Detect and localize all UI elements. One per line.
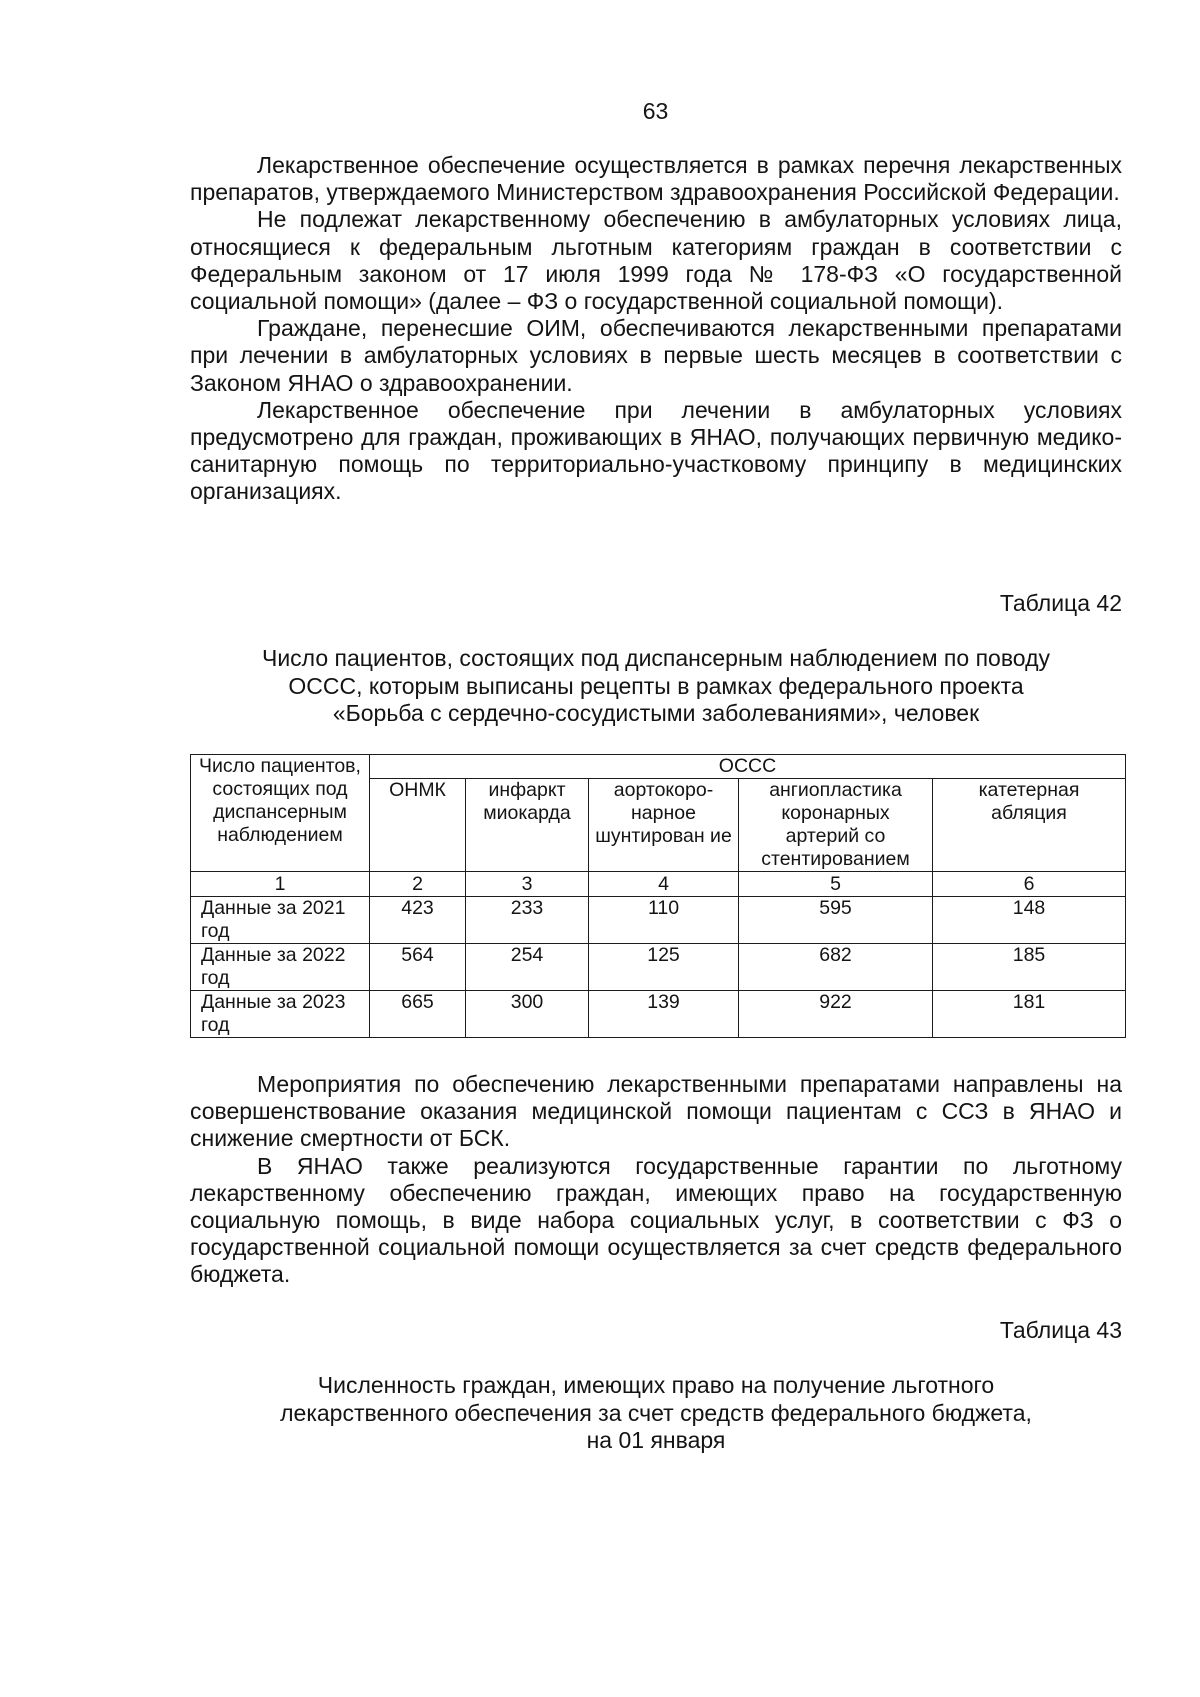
caption-line: Численность граждан, имеющих право на получение льготного <box>317 1372 995 1398</box>
paragraph: Граждане, перенесшие ОИМ, обеспечиваются лекарственными препаратами при лечении в амбулаторных условиях в первые шесть месяцев в соответствии с Законом ЯНАО о здравоохранении. <box>190 315 1122 396</box>
table-cell: 148 <box>933 897 1126 944</box>
column-number: 6 <box>933 872 1126 897</box>
table-cell: 233 <box>466 897 589 944</box>
paragraph: Лекарственное обеспечение осуществляется в рамках перечня лекарственных препаратов, утверждаемого Министерством здравоохранения Российской Федерации. <box>190 152 1122 206</box>
table-42-caption <box>190 645 1122 728</box>
column-header: аортокоро-нарное шунтирован ие <box>589 779 739 872</box>
column-number-row <box>191 872 1126 897</box>
table-43-label: Таблица 43 <box>999 1317 1122 1343</box>
table-cell: 564 <box>370 944 466 991</box>
paragraph: Мероприятия по обеспечению лекарственными препаратами направлены на совершенствование оказания медицинской помощи пациентам с ССЗ в ЯНАО и снижение смертности от БСК. <box>190 1071 1122 1152</box>
table-row <box>191 897 1126 944</box>
table-cell: 125 <box>589 944 739 991</box>
paragraph: Лекарственное обеспечение при лечении в амбулаторных условиях предусмотрено для граждан, проживающих в ЯНАО, получающих первичную медико-санитарную помощь по территориально-участковому принципу в медицинских организациях. <box>190 396 1122 505</box>
table-cell: 110 <box>589 897 739 944</box>
column-number: 3 <box>466 872 589 897</box>
column-header: ангиопластика коронарных артерий со стентированием <box>739 779 933 872</box>
table-cell: 682 <box>739 944 933 991</box>
column-number: 2 <box>370 872 466 897</box>
column-number: 4 <box>589 872 739 897</box>
page-number: 63 <box>642 98 669 124</box>
table-cell: 595 <box>739 897 933 944</box>
paragraph: В ЯНАО также реализуются государственные гарантии по льготному лекарственному обеспечению граждан, имеющих право на государственную социальную помощь, в виде набора социальных услуг, в соответствии с ФЗ о государственной социальной помощи осуществляется за счет средств федерального бюджета. <box>190 1152 1122 1288</box>
table-row <box>191 991 1126 1038</box>
body-text-bottom <box>190 1071 1122 1289</box>
caption-line: ОССС, которым выписаны рецепты в рамках федерального проекта <box>288 672 1024 699</box>
table-42 <box>190 754 1126 1038</box>
table-cell: 139 <box>589 991 739 1038</box>
table-cell: 922 <box>739 991 933 1038</box>
table-42-label: Таблица 42 <box>999 590 1122 616</box>
table-row <box>191 944 1126 991</box>
table-cell: 300 <box>466 991 589 1038</box>
row-label: Данные за 2022 год <box>191 944 370 991</box>
row-label: Данные за 2023 год <box>191 991 370 1038</box>
caption-line: Число пациентов, состоящих под диспансерным наблюдением по поводу <box>262 645 1050 671</box>
table-cell: 181 <box>933 991 1126 1038</box>
column-header: катетерная абляция <box>933 779 1126 872</box>
caption-line: на 01 января <box>586 1427 726 1453</box>
table-cell: 665 <box>370 991 466 1038</box>
group-header-cell: ОССС <box>370 755 1126 779</box>
column-header: ОНМК <box>370 779 466 872</box>
table-cell: 423 <box>370 897 466 944</box>
caption-line: лекарственного обеспечения за счет средств федерального бюджета, <box>280 1399 1032 1426</box>
column-number: 1 <box>191 872 370 897</box>
paragraph: Не подлежат лекарственному обеспечению в амбулаторных условиях лица, относящиеся к федеральным льготным категориям граждан в соответствии с Федеральным законом от 17 июля 1999 года № 178-ФЗ «О государственной социальной помощи» (далее – ФЗ о государственной социальной помощи). <box>190 206 1122 315</box>
table-cell: 254 <box>466 944 589 991</box>
column-number: 5 <box>739 872 933 897</box>
table-cell: 185 <box>933 944 1126 991</box>
body-text-top <box>190 152 1122 506</box>
column-header: инфаркт миокарда <box>466 779 589 872</box>
row-label: Данные за 2021 год <box>191 897 370 944</box>
caption-line: «Борьба с сердечно-сосудистыми заболеваниями», человек <box>332 700 980 726</box>
table-43-caption <box>190 1372 1122 1455</box>
row-header-cell: Число пациентов, состоящих под диспансерным наблюдением <box>191 755 370 872</box>
